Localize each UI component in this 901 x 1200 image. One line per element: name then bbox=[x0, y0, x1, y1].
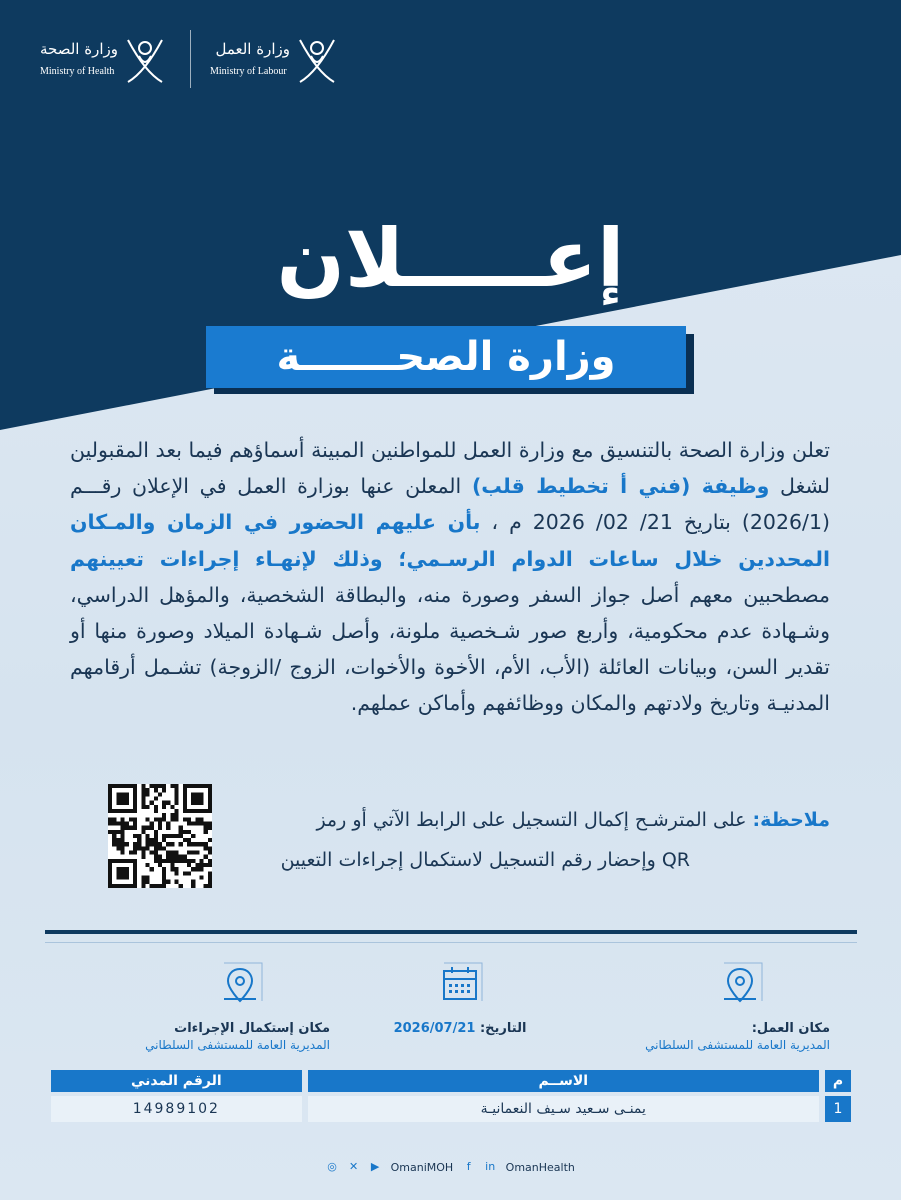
social-footer bbox=[0, 1160, 901, 1174]
labour-logo-arabic: وزارة العمل bbox=[215, 40, 290, 58]
qr-code[interactable] bbox=[108, 784, 212, 888]
calendar-icon bbox=[430, 955, 490, 1015]
date-info bbox=[340, 955, 580, 1036]
attendance-highlight: بأن عليهم الحضور في الزمان والمـكان المحددين خلال ساعات الدوام الرسـمي؛ وذلك لإنهـاء إجراءات تعيينهم bbox=[70, 510, 830, 571]
page-title: إعـــــلان bbox=[276, 212, 625, 305]
table-header-row bbox=[51, 1070, 851, 1092]
candidates-table bbox=[45, 1066, 857, 1126]
workplace-title: مكان العمل: bbox=[751, 1021, 830, 1036]
procedures-value: المديرية العامة للمستشفى السلطاني bbox=[145, 1038, 330, 1052]
announcement-body bbox=[70, 432, 830, 722]
date-value: 2026/07/21 bbox=[393, 1021, 476, 1036]
note-line-1: على المترشـح إكمال التسجيل على الرابط الآتي أو رمز bbox=[316, 809, 753, 831]
workplace-value: المديرية العامة للمستشفى السلطاني bbox=[645, 1038, 830, 1052]
ministry-of-labour-logo bbox=[210, 30, 340, 90]
procedures-info bbox=[90, 955, 330, 1052]
registration-note bbox=[230, 800, 830, 880]
x-icon[interactable]: ✕ bbox=[349, 1160, 359, 1173]
oman-emblem-icon bbox=[122, 32, 168, 84]
header-civil-id: الرقم المدني bbox=[51, 1070, 302, 1092]
location-pin-icon bbox=[210, 955, 270, 1015]
date-title: التاريخ: bbox=[479, 1021, 527, 1036]
health-logo-arabic: وزارة الصحة bbox=[40, 40, 118, 58]
footer-handle-1[interactable]: OmaniMOH bbox=[390, 1160, 454, 1174]
row-name: يمنـى سـعيد سـيف النعمانيـة bbox=[308, 1096, 819, 1122]
instagram-icon[interactable]: ◎ bbox=[327, 1160, 337, 1173]
date-line bbox=[340, 1021, 580, 1036]
workplace-info bbox=[590, 955, 830, 1052]
body-text-part: تعلن وزارة الصحة بالتنسيق مع وزارة العمل للمواطنين المبينة أسماؤهم فيما بعد المقبولين لشغل bbox=[70, 438, 831, 499]
section-divider-thin bbox=[45, 942, 857, 943]
note-line-2: QR وإحضار رقم التسجيل لاستكمال إجراءات التعيين bbox=[280, 849, 690, 871]
logo-divider bbox=[190, 30, 191, 88]
header-number: م bbox=[825, 1070, 851, 1092]
linkedin-icon[interactable]: in bbox=[485, 1160, 496, 1173]
facebook-icon[interactable]: f bbox=[466, 1160, 471, 1173]
health-logo-english: Ministry of Health bbox=[40, 66, 115, 77]
location-pin-icon bbox=[710, 955, 770, 1015]
oman-emblem-icon bbox=[294, 32, 340, 84]
ministry-of-health-logo bbox=[40, 30, 170, 90]
footer-handle-2[interactable]: OmanHealth bbox=[505, 1160, 575, 1174]
body-text-part: المعلن عنها بوزارة العمل في الإعلان رقـــم (2026/1) بتاريخ 21/ 02/ 2026 م ، bbox=[70, 474, 830, 535]
header-name: الاســم bbox=[308, 1070, 819, 1092]
logo-bar bbox=[0, 30, 901, 90]
procedures-title: مكان إستكمال الإجراءات bbox=[174, 1021, 330, 1036]
job-title-highlight: وظيفة (فني أ تخطيط قلب) bbox=[471, 474, 770, 499]
table-row bbox=[51, 1096, 851, 1122]
ministry-banner: وزارة الصحـــــــة bbox=[206, 326, 686, 388]
row-number: 1 bbox=[825, 1096, 851, 1122]
youtube-icon[interactable]: ▶ bbox=[370, 1160, 380, 1173]
section-divider bbox=[45, 930, 857, 934]
row-civil-id: 14989102 bbox=[51, 1096, 302, 1122]
note-label: ملاحظة: bbox=[752, 809, 830, 831]
body-text-part: مصطحبين معهم أصل جواز السفر وصورة منه، والبطاقة الشخصية، والمؤهل الدراسي، وشـهادة عدم محكومية، وأربع صور شـخصية ملونة، وأصل شـهادة الميلاد وصورة منها أو تقدير السن، وبيانات العائلة (الأب، الأم، الأخوة والأخوات، الزوج /الزوجة) تشـمل أرقامهم المدنيـة وتاريخ ولادتهم والمكان ووظائفهم وأماكن عملهم. bbox=[70, 582, 830, 716]
labour-logo-english: Ministry of Labour bbox=[210, 66, 287, 77]
